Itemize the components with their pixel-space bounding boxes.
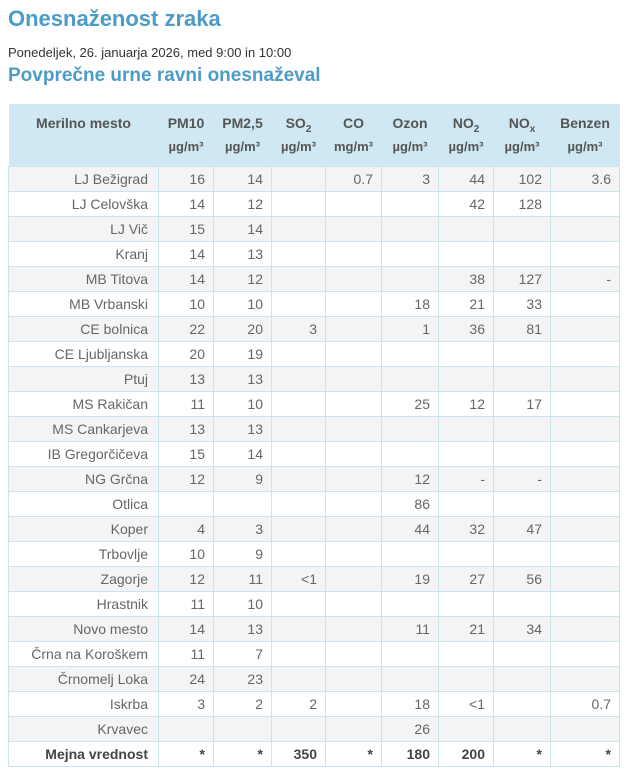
station-name-cell: MB Vrbanski bbox=[9, 292, 159, 317]
value-cell: 3 bbox=[382, 167, 439, 192]
value-cell bbox=[551, 567, 620, 592]
value-cell bbox=[494, 217, 551, 242]
table-row bbox=[9, 217, 620, 242]
value-cell bbox=[494, 642, 551, 667]
value-cell bbox=[326, 342, 382, 367]
table-row bbox=[9, 417, 620, 442]
value-cell bbox=[272, 267, 326, 292]
value-cell bbox=[382, 667, 439, 692]
value-cell bbox=[439, 492, 494, 517]
column-label: CO bbox=[343, 115, 364, 131]
column-label: Merilno mesto bbox=[36, 115, 131, 131]
value-cell: 81 bbox=[494, 317, 551, 342]
value-cell: 18 bbox=[382, 692, 439, 717]
value-cell bbox=[382, 242, 439, 267]
station-name-cell: LJ Bežigrad bbox=[9, 167, 159, 192]
column-unit: µg/m³ bbox=[448, 139, 484, 154]
value-cell bbox=[272, 367, 326, 392]
value-cell: 36 bbox=[439, 317, 494, 342]
station-name-cell: CE bolnica bbox=[9, 317, 159, 342]
value-cell bbox=[494, 417, 551, 442]
value-cell bbox=[494, 542, 551, 567]
value-cell: 24 bbox=[159, 667, 214, 692]
value-cell: 12 bbox=[214, 192, 272, 217]
column-header bbox=[551, 104, 620, 167]
value-cell: 15 bbox=[159, 217, 214, 242]
column-unit: mg/m³ bbox=[334, 139, 373, 154]
value-cell: 13 bbox=[159, 417, 214, 442]
table-row bbox=[9, 167, 620, 192]
column-label: $NO_x$ bbox=[508, 115, 536, 135]
value-cell: 12 bbox=[159, 567, 214, 592]
station-name-cell: Črnomelj Loka bbox=[9, 667, 159, 692]
value-cell bbox=[551, 467, 620, 492]
value-cell bbox=[494, 342, 551, 367]
value-cell: 3 bbox=[159, 692, 214, 717]
value-cell bbox=[439, 417, 494, 442]
value-cell: 15 bbox=[159, 442, 214, 467]
value-cell bbox=[272, 717, 326, 742]
value-cell bbox=[551, 517, 620, 542]
value-cell bbox=[551, 342, 620, 367]
value-cell: 10 bbox=[159, 292, 214, 317]
value-cell bbox=[551, 242, 620, 267]
value-cell bbox=[326, 292, 382, 317]
value-cell bbox=[494, 667, 551, 692]
value-cell: 25 bbox=[382, 392, 439, 417]
value-cell bbox=[382, 542, 439, 567]
value-cell: 27 bbox=[439, 567, 494, 592]
value-cell bbox=[551, 292, 620, 317]
value-cell: 2 bbox=[272, 692, 326, 717]
value-cell: 9 bbox=[214, 467, 272, 492]
value-cell bbox=[326, 617, 382, 642]
table-header-row bbox=[9, 104, 620, 167]
table-row bbox=[9, 292, 620, 317]
value-cell bbox=[382, 592, 439, 617]
value-cell bbox=[551, 442, 620, 467]
value-cell bbox=[551, 667, 620, 692]
value-cell: - bbox=[494, 467, 551, 492]
value-cell: 21 bbox=[439, 617, 494, 642]
value-cell: 13 bbox=[214, 367, 272, 392]
table-row bbox=[9, 592, 620, 617]
value-cell bbox=[272, 442, 326, 467]
column-unit: µg/m³ bbox=[225, 139, 260, 154]
table-row bbox=[9, 717, 620, 742]
value-cell: 19 bbox=[382, 567, 439, 592]
table-row bbox=[9, 367, 620, 392]
value-cell bbox=[551, 717, 620, 742]
column-label: $SO_2$ bbox=[285, 115, 312, 135]
value-cell bbox=[382, 367, 439, 392]
column-header bbox=[439, 104, 494, 167]
value-cell bbox=[382, 217, 439, 242]
value-cell bbox=[439, 442, 494, 467]
column-unit: µg/m³ bbox=[567, 139, 603, 154]
value-cell bbox=[326, 317, 382, 342]
value-cell: 11 bbox=[159, 592, 214, 617]
value-cell bbox=[326, 567, 382, 592]
table-row bbox=[9, 317, 620, 342]
value-cell bbox=[326, 642, 382, 667]
station-name-cell: Trbovlje bbox=[9, 542, 159, 567]
value-cell bbox=[326, 192, 382, 217]
value-cell bbox=[551, 217, 620, 242]
table-row bbox=[9, 442, 620, 467]
value-cell bbox=[551, 542, 620, 567]
value-cell bbox=[382, 267, 439, 292]
value-cell bbox=[272, 667, 326, 692]
value-cell bbox=[159, 492, 214, 517]
value-cell: 56 bbox=[494, 567, 551, 592]
station-name-cell: CE Ljubljanska bbox=[9, 342, 159, 367]
value-cell bbox=[326, 517, 382, 542]
pollution-table bbox=[8, 104, 620, 767]
value-cell: 3.6 bbox=[551, 167, 620, 192]
value-cell: 44 bbox=[439, 167, 494, 192]
value-cell: <1 bbox=[439, 692, 494, 717]
value-cell bbox=[326, 717, 382, 742]
value-cell: 13 bbox=[214, 242, 272, 267]
value-cell bbox=[494, 442, 551, 467]
station-name-cell: Zagorje bbox=[9, 567, 159, 592]
value-cell bbox=[494, 367, 551, 392]
page-subtitle: Povprečne urne ravni onesnaževal bbox=[8, 65, 321, 86]
station-name-cell: Kranj bbox=[9, 242, 159, 267]
value-cell bbox=[214, 717, 272, 742]
column-header bbox=[9, 104, 159, 167]
station-name-cell: Črna na Koroškem bbox=[9, 642, 159, 667]
value-cell: * bbox=[551, 742, 620, 767]
value-cell: 7 bbox=[214, 642, 272, 667]
value-cell: * bbox=[214, 742, 272, 767]
value-cell: * bbox=[159, 742, 214, 767]
table-row bbox=[9, 642, 620, 667]
value-cell bbox=[551, 642, 620, 667]
value-cell: 33 bbox=[494, 292, 551, 317]
value-cell: 2 bbox=[214, 692, 272, 717]
value-cell bbox=[326, 217, 382, 242]
value-cell: 47 bbox=[494, 517, 551, 542]
value-cell bbox=[439, 367, 494, 392]
value-cell: 32 bbox=[439, 517, 494, 542]
value-cell bbox=[272, 217, 326, 242]
value-cell: 0.7 bbox=[551, 692, 620, 717]
value-cell: 20 bbox=[159, 342, 214, 367]
value-cell bbox=[326, 692, 382, 717]
value-cell: 14 bbox=[214, 167, 272, 192]
value-cell bbox=[272, 292, 326, 317]
station-name-cell: Iskrba bbox=[9, 692, 159, 717]
table-row bbox=[9, 242, 620, 267]
station-name-cell: LJ Vič bbox=[9, 217, 159, 242]
column-label: Benzen bbox=[560, 115, 610, 131]
column-label: PM10 bbox=[167, 115, 205, 131]
value-cell bbox=[551, 192, 620, 217]
column-unit: µg/m³ bbox=[281, 139, 316, 154]
value-cell bbox=[326, 667, 382, 692]
station-name-cell: Otlica bbox=[9, 492, 159, 517]
value-cell bbox=[439, 642, 494, 667]
column-header bbox=[159, 104, 214, 167]
value-cell bbox=[439, 242, 494, 267]
table-row bbox=[9, 667, 620, 692]
date-line: Ponedeljek, 26. januarja 2026, med 9:00 in 10:00 bbox=[8, 45, 292, 60]
value-cell: 14 bbox=[214, 217, 272, 242]
value-cell bbox=[551, 592, 620, 617]
station-name-cell: NG Grčna bbox=[9, 467, 159, 492]
value-cell bbox=[272, 517, 326, 542]
value-cell: 17 bbox=[494, 392, 551, 417]
value-cell: 180 bbox=[382, 742, 439, 767]
value-cell bbox=[551, 617, 620, 642]
value-cell: 10 bbox=[214, 392, 272, 417]
value-cell bbox=[551, 317, 620, 342]
value-cell: 12 bbox=[382, 467, 439, 492]
value-cell bbox=[326, 417, 382, 442]
column-unit: µg/m³ bbox=[168, 139, 204, 154]
value-cell: 11 bbox=[159, 642, 214, 667]
value-cell: 10 bbox=[159, 542, 214, 567]
value-cell: - bbox=[439, 467, 494, 492]
value-cell: 20 bbox=[214, 317, 272, 342]
value-cell bbox=[439, 342, 494, 367]
value-cell: 19 bbox=[214, 342, 272, 367]
table-row bbox=[9, 692, 620, 717]
value-cell: 38 bbox=[439, 267, 494, 292]
value-cell bbox=[439, 667, 494, 692]
value-cell bbox=[382, 417, 439, 442]
station-name-cell: Koper bbox=[9, 517, 159, 542]
value-cell bbox=[494, 717, 551, 742]
value-cell: 42 bbox=[439, 192, 494, 217]
value-cell bbox=[439, 217, 494, 242]
value-cell bbox=[159, 717, 214, 742]
value-cell: 12 bbox=[214, 267, 272, 292]
value-cell bbox=[551, 417, 620, 442]
station-name-cell: Krvavec bbox=[9, 717, 159, 742]
value-cell: 1 bbox=[382, 317, 439, 342]
value-cell bbox=[326, 467, 382, 492]
value-cell: - bbox=[551, 267, 620, 292]
value-cell bbox=[382, 342, 439, 367]
value-cell: 200 bbox=[439, 742, 494, 767]
value-cell: 21 bbox=[439, 292, 494, 317]
column-header bbox=[214, 104, 272, 167]
value-cell: 18 bbox=[382, 292, 439, 317]
table-row bbox=[9, 492, 620, 517]
table-row bbox=[9, 542, 620, 567]
value-cell bbox=[382, 192, 439, 217]
value-cell: 14 bbox=[214, 442, 272, 467]
station-name-cell: Novo mesto bbox=[9, 617, 159, 642]
station-name-cell: Ptuj bbox=[9, 367, 159, 392]
value-cell bbox=[272, 392, 326, 417]
table-body bbox=[9, 167, 620, 767]
column-unit: µg/m³ bbox=[504, 139, 540, 154]
value-cell bbox=[326, 542, 382, 567]
value-cell bbox=[272, 492, 326, 517]
value-cell bbox=[551, 392, 620, 417]
value-cell: 350 bbox=[272, 742, 326, 767]
column-header bbox=[272, 104, 326, 167]
table-row bbox=[9, 392, 620, 417]
value-cell: * bbox=[494, 742, 551, 767]
page-title: Onesnaženost zraka bbox=[8, 6, 221, 31]
value-cell bbox=[214, 492, 272, 517]
value-cell bbox=[382, 442, 439, 467]
table-row bbox=[9, 192, 620, 217]
value-cell bbox=[439, 717, 494, 742]
value-cell: 14 bbox=[159, 267, 214, 292]
value-cell bbox=[551, 367, 620, 392]
value-cell bbox=[326, 392, 382, 417]
value-cell: 11 bbox=[159, 392, 214, 417]
table-row bbox=[9, 517, 620, 542]
value-cell: 10 bbox=[214, 592, 272, 617]
value-cell bbox=[272, 242, 326, 267]
value-cell bbox=[272, 167, 326, 192]
value-cell: 86 bbox=[382, 492, 439, 517]
value-cell: 14 bbox=[159, 242, 214, 267]
value-cell: 16 bbox=[159, 167, 214, 192]
column-label: PM2,5 bbox=[222, 115, 263, 131]
value-cell: 22 bbox=[159, 317, 214, 342]
value-cell bbox=[326, 267, 382, 292]
value-cell bbox=[382, 642, 439, 667]
value-cell bbox=[494, 242, 551, 267]
value-cell: 0.7 bbox=[326, 167, 382, 192]
value-cell: * bbox=[326, 742, 382, 767]
value-cell: 13 bbox=[159, 367, 214, 392]
value-cell: 23 bbox=[214, 667, 272, 692]
station-name-cell: MS Cankarjeva bbox=[9, 417, 159, 442]
value-cell bbox=[551, 492, 620, 517]
value-cell bbox=[272, 542, 326, 567]
value-cell bbox=[439, 542, 494, 567]
table-row bbox=[9, 617, 620, 642]
value-cell: 3 bbox=[214, 517, 272, 542]
table-row bbox=[9, 267, 620, 292]
value-cell bbox=[272, 592, 326, 617]
value-cell: 12 bbox=[159, 467, 214, 492]
value-cell: 128 bbox=[494, 192, 551, 217]
value-cell: 26 bbox=[382, 717, 439, 742]
value-cell bbox=[272, 642, 326, 667]
station-name-cell: LJ Celovška bbox=[9, 192, 159, 217]
value-cell: <1 bbox=[272, 567, 326, 592]
limit-row bbox=[9, 742, 620, 767]
value-cell: 13 bbox=[214, 617, 272, 642]
value-cell bbox=[494, 592, 551, 617]
value-cell bbox=[272, 417, 326, 442]
value-cell bbox=[494, 492, 551, 517]
station-name-cell: Mejna vrednost bbox=[9, 742, 159, 767]
value-cell bbox=[326, 592, 382, 617]
column-unit: µg/m³ bbox=[392, 139, 428, 154]
value-cell bbox=[272, 342, 326, 367]
value-cell: 44 bbox=[382, 517, 439, 542]
column-header bbox=[494, 104, 551, 167]
station-name-cell: MS Rakičan bbox=[9, 392, 159, 417]
table-row bbox=[9, 342, 620, 367]
value-cell: 10 bbox=[214, 292, 272, 317]
value-cell bbox=[326, 442, 382, 467]
station-name-cell: IB Gregorčičeva bbox=[9, 442, 159, 467]
value-cell: 9 bbox=[214, 542, 272, 567]
value-cell bbox=[326, 242, 382, 267]
station-name-cell: Hrastnik bbox=[9, 592, 159, 617]
value-cell bbox=[326, 492, 382, 517]
value-cell: 4 bbox=[159, 517, 214, 542]
value-cell bbox=[439, 592, 494, 617]
station-name-cell: MB Titova bbox=[9, 267, 159, 292]
value-cell: 34 bbox=[494, 617, 551, 642]
value-cell: 11 bbox=[382, 617, 439, 642]
value-cell bbox=[494, 692, 551, 717]
value-cell bbox=[272, 192, 326, 217]
value-cell: 127 bbox=[494, 267, 551, 292]
value-cell bbox=[272, 617, 326, 642]
value-cell: 3 bbox=[272, 317, 326, 342]
column-header bbox=[326, 104, 382, 167]
value-cell bbox=[326, 367, 382, 392]
value-cell: 12 bbox=[439, 392, 494, 417]
table-row bbox=[9, 567, 620, 592]
value-cell: 11 bbox=[214, 567, 272, 592]
column-label: $NO_2$ bbox=[452, 115, 480, 135]
column-header bbox=[382, 104, 439, 167]
value-cell: 13 bbox=[214, 417, 272, 442]
column-label: Ozon bbox=[392, 115, 428, 131]
table-row bbox=[9, 467, 620, 492]
value-cell: 14 bbox=[159, 192, 214, 217]
value-cell: 14 bbox=[159, 617, 214, 642]
value-cell bbox=[272, 467, 326, 492]
value-cell: 102 bbox=[494, 167, 551, 192]
